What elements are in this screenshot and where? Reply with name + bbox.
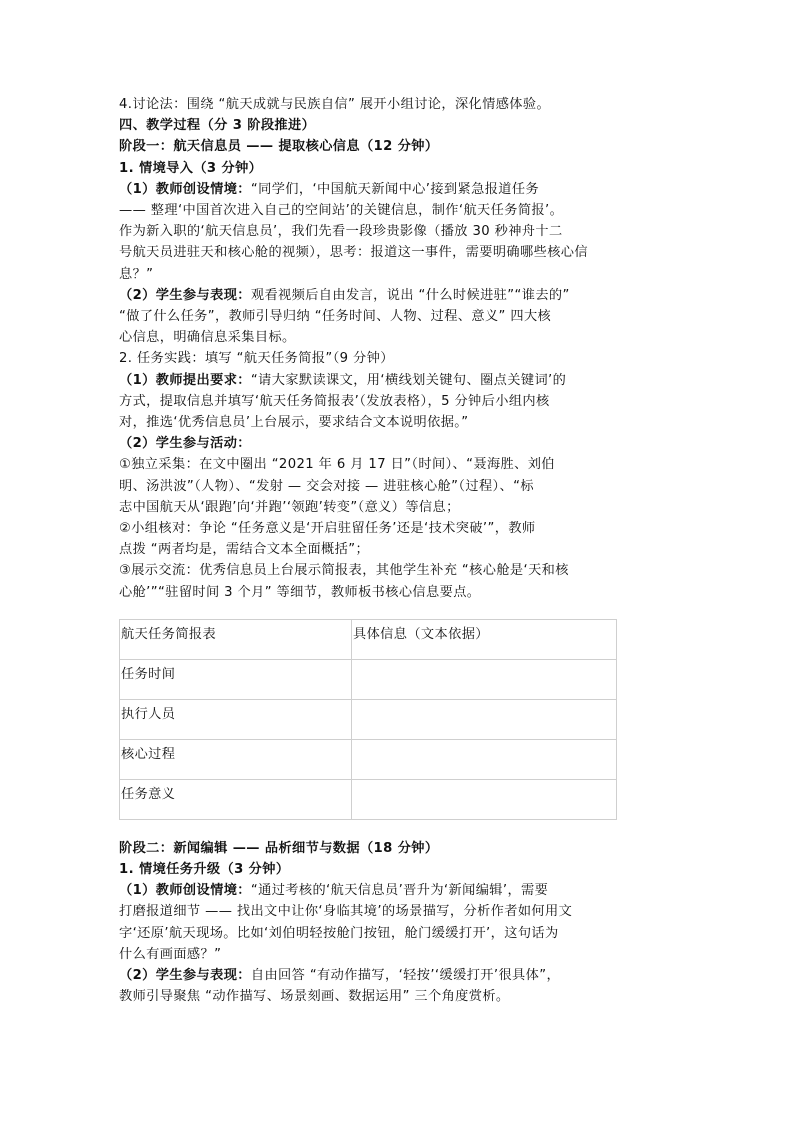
text-line: 作为新入职的‘航天信息员’，我们先看一段珍贵影像（播放 30 秒神舟十二 bbox=[119, 224, 563, 240]
line-text: “同学们，‘中国航天新闻中心’接到紧急报道任务 bbox=[250, 181, 540, 197]
table-cell-label: 执行人员 bbox=[120, 699, 352, 739]
text-line: 阶段二：新闻编辑 —— 品析细节与数据（18 分钟） bbox=[119, 840, 439, 856]
mission-brief-table bbox=[119, 619, 617, 820]
text-line: 4.讨论法：围绕 “航天成就与民族自信” 展开小组讨论，深化情感体验。 bbox=[119, 97, 551, 112]
text-line: 字‘还原’航天现场。比如‘刘伯明轻按舱门按钮，舱门缓缓打开’，这句话为 bbox=[119, 925, 559, 941]
table-cell-value bbox=[352, 659, 617, 699]
table-row bbox=[120, 659, 617, 699]
table-cell-value bbox=[352, 739, 617, 779]
table-cell-value bbox=[352, 779, 617, 819]
document-body bbox=[119, 94, 679, 1008]
text-line bbox=[119, 880, 679, 901]
table-row bbox=[120, 699, 617, 739]
bold-lead: （1）教师提出要求： bbox=[119, 372, 251, 388]
text-line: 志中国航天从‘跟跑’向‘并跑’‘领跑’转变”（意义）等信息； bbox=[119, 499, 460, 515]
table-row bbox=[120, 779, 617, 819]
text-line bbox=[119, 285, 679, 306]
text-line: （2）学生参与活动： bbox=[119, 436, 251, 452]
text-line bbox=[119, 370, 679, 391]
text-line bbox=[119, 965, 679, 986]
bottom-paragraphs bbox=[119, 838, 679, 1008]
bold-lead: （2）学生参与表现： bbox=[119, 287, 251, 303]
text-line: 心舱’”“驻留时间 3 个月” 等细节，教师板书核心信息要点。 bbox=[119, 584, 481, 600]
text-line: “做了什么任务”，教师引导归纳 “任务时间、人物、过程、意义” 四大核 bbox=[119, 309, 552, 325]
text-line: 阶段一：航天信息员 —— 提取核心信息（12 分钟） bbox=[119, 139, 439, 155]
top-paragraphs bbox=[119, 94, 679, 603]
text-line: ③展示交流：优秀信息员上台展示简报表，其他学生补充 “核心舱是‘天和核 bbox=[119, 563, 569, 579]
text-line: 点拨 “两者均是，需结合文本全面概括”； bbox=[119, 542, 370, 558]
text-line: 号航天员进驻天和核心舱的视频），思考：报道这一事件，需要明确哪些核心信 bbox=[119, 245, 588, 261]
table-cell-label: 任务意义 bbox=[120, 779, 352, 819]
text-line: 2. 任务实践：填写 “航天任务简报”（9 分钟） bbox=[119, 351, 394, 367]
text-line bbox=[119, 179, 679, 200]
line-text: 自由回答 “有动作描写，‘轻按’‘缓缓打开’很具体”， bbox=[250, 968, 561, 984]
bold-lead: （1）教师创设情境： bbox=[119, 181, 251, 197]
text-line: 明、汤洪波”（人物）、“发射 — 交会对接 — 进驻核心舱”（过程）、“标 bbox=[119, 478, 534, 494]
text-line: 教师引导聚焦 “动作描写、场景刻画、数据运用” 三个角度赏析。 bbox=[119, 989, 510, 1005]
table-cell-label: 核心过程 bbox=[120, 739, 352, 779]
bold-lead: （1）教师创设情境： bbox=[119, 883, 251, 899]
bold-lead: （2）学生参与表现： bbox=[119, 968, 251, 984]
text-line: 四、教学过程（分 3 阶段推进） bbox=[119, 118, 316, 134]
text-line: ②小组核对：争论 “任务意义是‘开启驻留任务’还是‘技术突破’”，教师 bbox=[119, 521, 536, 537]
table-cell-value bbox=[352, 699, 617, 739]
text-line: 息？” bbox=[119, 266, 154, 282]
table-cell-label: 任务时间 bbox=[120, 659, 352, 699]
line-text: “请大家默读课文，用‘横线划关键句、圈点关键词’的 bbox=[250, 372, 567, 388]
text-line: 对，推选‘优秀信息员’上台展示，要求结合文本说明依据。” bbox=[119, 415, 469, 431]
table-header-row bbox=[120, 619, 617, 659]
text-line: 1. 情境任务升级（3 分钟） bbox=[119, 862, 290, 878]
line-text: 观看视频后自由发言，说出 “什么时候进驻”“谁去的” bbox=[250, 287, 570, 303]
text-line: 什么有画面感？” bbox=[119, 946, 222, 962]
text-line: 方式，提取信息并填写‘航天任务简报表’（发放表格），5 分钟后小组内核 bbox=[119, 393, 550, 409]
table-row bbox=[120, 739, 617, 779]
text-line: 心信息，明确信息采集目标。 bbox=[119, 330, 296, 346]
text-line: —— 整理‘中国首次进入自己的空间站’的关键信息，制作‘航天任务简报’。 bbox=[119, 203, 564, 219]
text-line: 打磨报道细节 —— 找出文中让你‘身临其境’的场景描写，分析作者如何用文 bbox=[119, 904, 573, 920]
table-header-cell: 具体信息（文本依据） bbox=[352, 619, 617, 659]
line-text: “通过考核的‘航天信息员’晋升为‘新闻编辑’，需要 bbox=[250, 883, 549, 899]
text-line: 1. 情境导入（3 分钟） bbox=[119, 160, 263, 176]
table-header-cell: 航天任务简报表 bbox=[120, 619, 352, 659]
text-line: ①独立采集：在文中圈出 “2021 年 6 月 17 日”（时间）、“聂海胜、刘伯 bbox=[119, 457, 555, 473]
